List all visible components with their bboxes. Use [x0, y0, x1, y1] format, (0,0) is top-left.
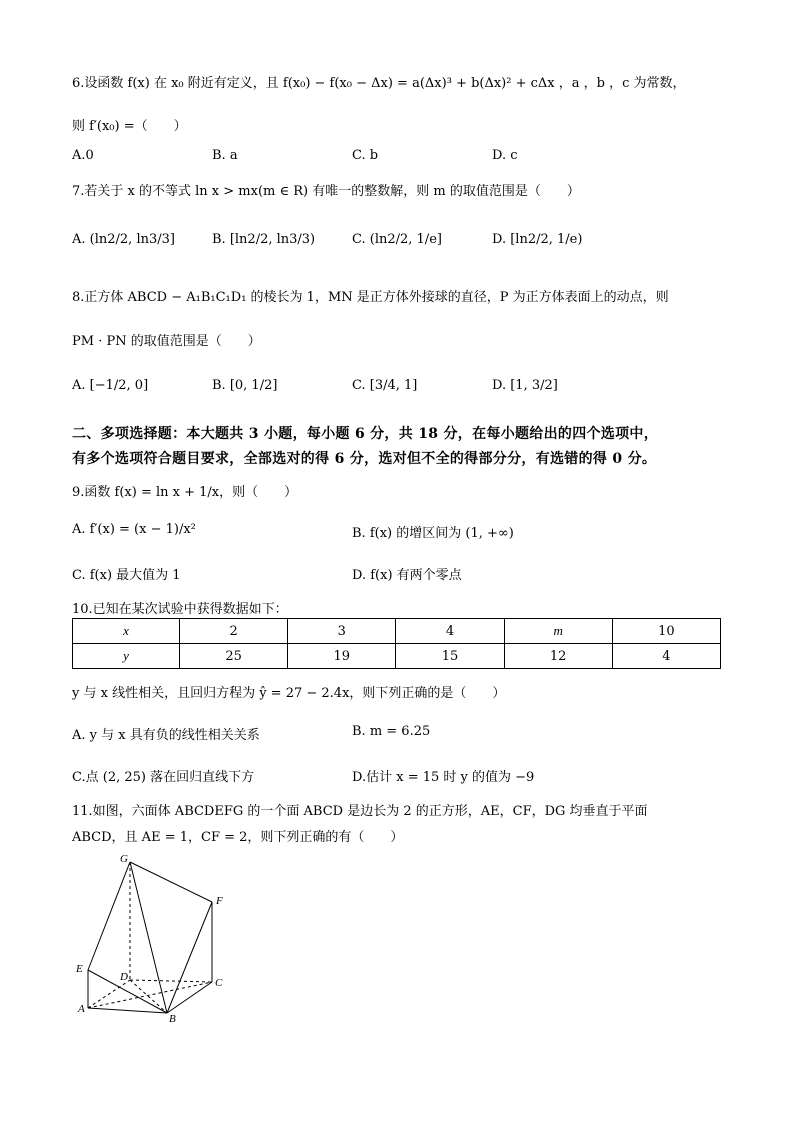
q8-option-a: A. [−1/2, 0] — [72, 378, 149, 393]
table-cell: m — [504, 619, 612, 644]
q10-option-c: C.点 (2, 25) 落在回归直线下方 — [72, 770, 255, 785]
q10-option-b: B. m = 6.25 — [352, 724, 431, 739]
q6-option-b: B. a — [212, 148, 238, 163]
label-d: D — [120, 971, 128, 983]
q6-line2: 则 f′(x₀) =（ ） — [72, 119, 187, 134]
q9-option-c: C. f(x) 最大值为 1 — [72, 568, 181, 583]
q10-option-d: D.估计 x = 15 时 y 的值为 −9 — [352, 770, 535, 785]
edge-ad — [88, 980, 130, 1008]
q9-option-d: D. f(x) 有两个零点 — [352, 568, 462, 583]
q9-option-b: B. f(x) 的增区间为 (1, +∞) — [352, 526, 514, 541]
section2-line1: 二、多项选择题：本大题共 3 小题，每小题 6 分，共 18 分，在每小题给出的四个选项中， — [72, 426, 659, 442]
edge-ge — [88, 862, 130, 970]
q10-stem: 10.已知在某次试验中获得数据如下： — [72, 602, 288, 617]
q6-option-c: C. b — [352, 148, 379, 163]
edge-db — [130, 980, 167, 1013]
q6-ask — [72, 115, 187, 134]
table-row — [73, 644, 721, 669]
edge-gb — [130, 862, 167, 1013]
q10-line2: y 与 x 线性相关，且回归方程为 ŷ = 27 − 2.4x，则下列正确的是（ ） — [72, 686, 506, 701]
table-cell: 4 — [396, 619, 504, 644]
edge-dc — [130, 980, 212, 982]
hexahedron-figure — [70, 852, 240, 1024]
q11-line2: ABCD，且 AE = 1，CF = 2，则下列正确的有（ ） — [72, 830, 404, 845]
label-b: B — [169, 1013, 176, 1024]
q7-option-a: A. (ln2/2, ln3/3] — [72, 232, 175, 247]
table-cell: 4 — [612, 644, 720, 669]
label-g: G — [120, 853, 128, 865]
q10-option-a: A. y 与 x 具有负的线性相关关系 — [72, 728, 260, 743]
table-cell: 12 — [504, 644, 612, 669]
q7-option-d: D. [ln2/2, 1/e) — [492, 232, 583, 247]
q9-stem: 9.函数 f(x) = ln x + 1/x，则（ ） — [72, 485, 298, 500]
q8-option-d: D. [1, 3/2] — [492, 378, 558, 393]
q8-line2: PM · PN 的取值范围是（ ） — [72, 334, 261, 349]
q7-option-b: B. [ln2/2, ln3/3) — [212, 232, 316, 247]
q11-line1: 11.如图，六面体 ABCDEFG 的一个面 ABCD 是边长为 2 的正方形，AE，CF，DG 均垂直于平面 — [72, 804, 648, 819]
q8-line1: 8.正方体 ABCD − A₁B₁C₁D₁ 的棱长为 1，MN 是正方体外接球的直径，P 为正方体表面上的动点，则 — [72, 290, 669, 305]
q10-data-table — [72, 618, 721, 669]
q6-option-d: D. c — [492, 148, 518, 163]
edge-ab — [88, 1008, 167, 1013]
table-cell: 25 — [180, 644, 288, 669]
table-cell: y — [73, 644, 180, 669]
section2-line2: 有多个选项符合题目要求，全部选对的得 6 分，选对但不全的得部分分，有选错的得 0 分。 — [72, 451, 657, 467]
table-cell: 2 — [180, 619, 288, 644]
edge-gf — [130, 862, 212, 902]
table-cell: 3 — [288, 619, 396, 644]
q6-stem — [72, 72, 686, 91]
table-cell: x — [73, 619, 180, 644]
q8-option-b: B. [0, 1/2] — [212, 378, 278, 393]
label-f: F — [216, 895, 223, 907]
label-c: C — [215, 977, 223, 989]
q7-stem: 7.若关于 x 的不等式 ln x > mx(m ∈ R) 有唯一的整数解，则 m 的取值范围是（ ） — [72, 184, 580, 199]
q6-line1: 6.设函数 f(x) 在 x₀ 附近有定义，且 f(x₀) − f(x₀ − Δx) = a(Δx)³ + b(Δx)² + cΔx ，a ，b ，c 为常数， — [72, 76, 686, 91]
label-a: A — [78, 1003, 85, 1015]
table-cell: 19 — [288, 644, 396, 669]
q9-option-a: A. f′(x) = (x − 1)/x² — [72, 522, 196, 537]
q7-option-c: C. (ln2/2, 1/e] — [352, 232, 442, 247]
q8-option-c: C. [3/4, 1] — [352, 378, 418, 393]
edge-fb — [167, 902, 212, 1013]
table-row — [73, 619, 721, 644]
q6-option-a: A.0 — [72, 148, 94, 163]
table-cell: 15 — [396, 644, 504, 669]
label-e: E — [76, 963, 83, 975]
table-cell: 10 — [612, 619, 720, 644]
